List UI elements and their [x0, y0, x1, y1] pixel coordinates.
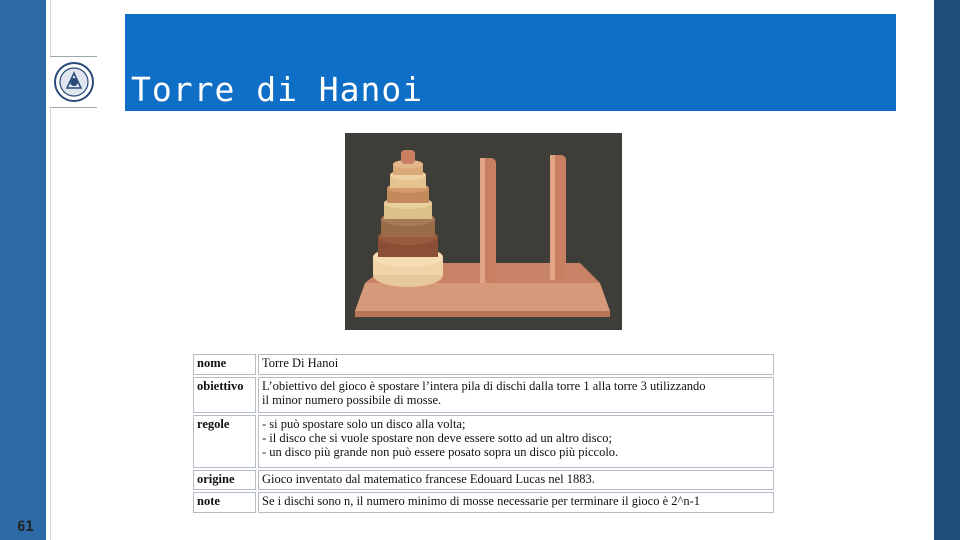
table-value-line: - il disco che si vuole spostare non deve essere sotto ad un altro disco; [262, 431, 612, 446]
table-value-line: - un disco più grande non può essere posato sopra un disco più piccolo. [262, 445, 619, 460]
table-row [193, 470, 774, 491]
table-key-cell: nome [193, 354, 256, 375]
table-row [193, 354, 774, 375]
table-value-line: Se i dischi sono n, il numero minimo di mosse necessarie per terminare il gioco è 2^n-1 [262, 494, 701, 509]
table-value-cell [258, 470, 774, 491]
table-key-cell: origine [193, 470, 256, 491]
table-value-line: il minor numero possibile di mosse. [262, 392, 442, 407]
table-row [193, 377, 774, 414]
slide-number: 61 [17, 519, 34, 535]
right-sidebar-band [934, 0, 960, 540]
table-value-cell [258, 492, 774, 513]
table-value-cell [258, 377, 774, 414]
table-value-cell [258, 354, 774, 375]
table-value-cell [258, 415, 774, 468]
info-table [191, 352, 776, 515]
table-key-cell: regole [193, 415, 256, 468]
left-sidebar-band [0, 0, 46, 540]
table-row [193, 492, 774, 513]
table-value-line: L’obiettivo del gioco è spostare l’intera pila di dischi dalla torre 1 alla torre 3 utilizzando [262, 378, 706, 393]
table-value-line: - si può spostare solo un disco alla volta; [262, 417, 466, 432]
university-seal-icon [50, 56, 97, 108]
tower-of-hanoi-photo [345, 133, 622, 330]
slide-title: Torre di Hanoi [131, 70, 424, 109]
table-key-cell: obiettivo [193, 377, 256, 414]
table-value-line: Gioco inventato dal matematico francese Edouard Lucas nel 1883. [262, 471, 595, 486]
table-key-cell: note [193, 492, 256, 513]
table-row [193, 415, 774, 468]
table-value-line: Torre Di Hanoi [262, 356, 339, 370]
